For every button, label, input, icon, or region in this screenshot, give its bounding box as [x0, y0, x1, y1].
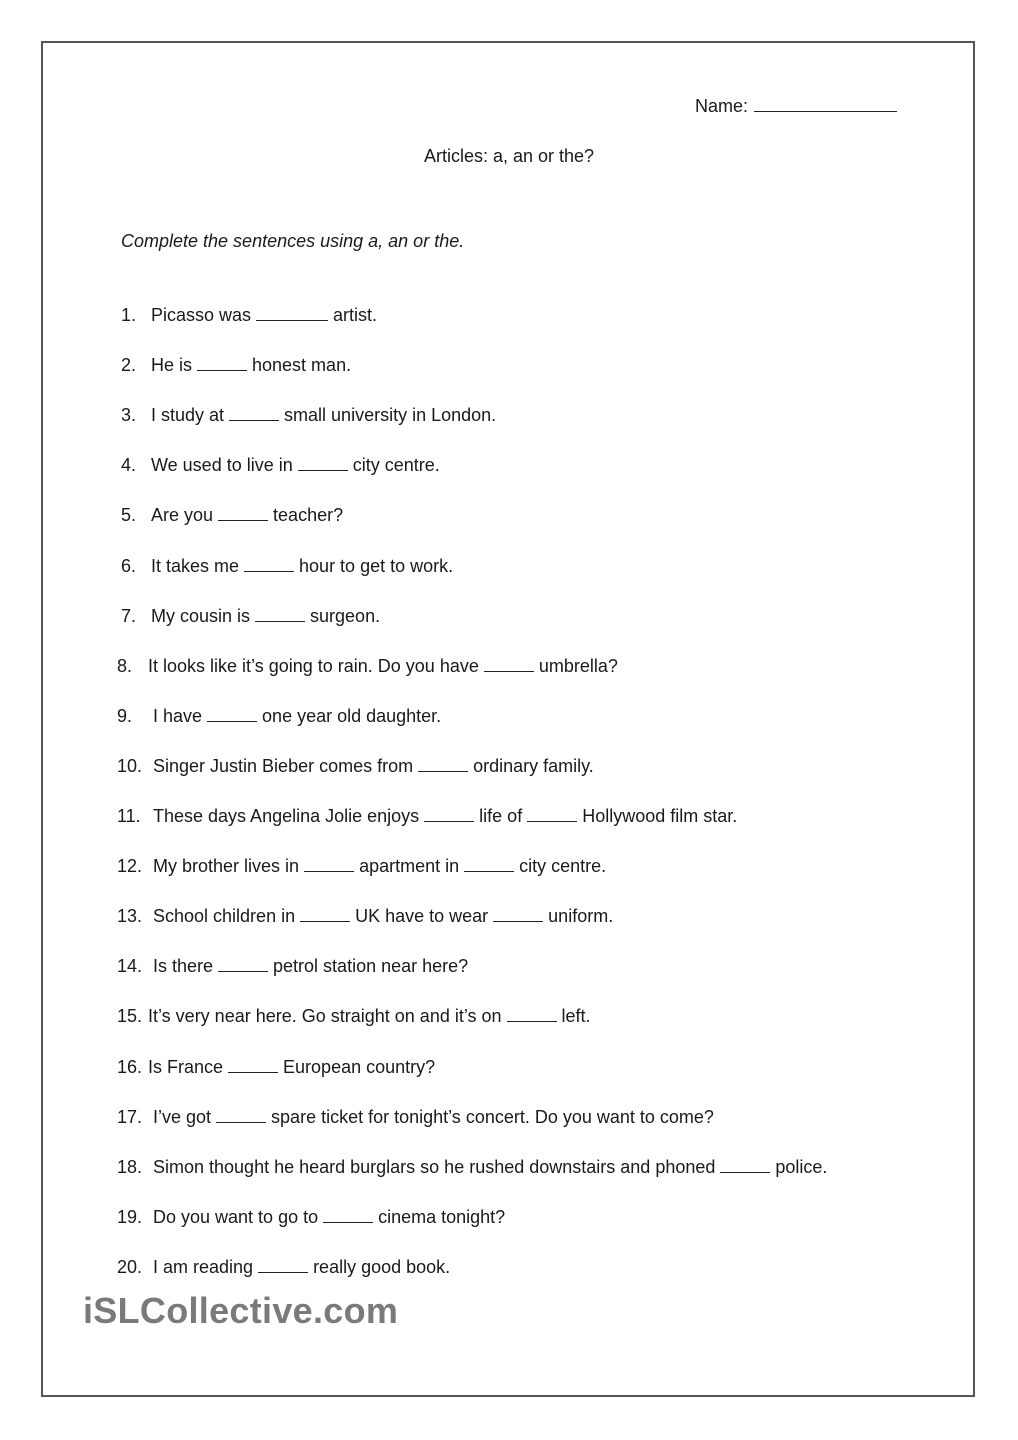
question-number: 14. — [117, 956, 143, 977]
question-text: surgeon. — [310, 605, 381, 626]
answer-blank[interactable] — [218, 505, 268, 521]
answer-blank[interactable] — [256, 305, 328, 321]
question-number: 20. — [117, 1256, 143, 1277]
question-text: police. — [775, 1156, 828, 1177]
question-number: 18. — [117, 1156, 143, 1177]
answer-blank[interactable] — [720, 1157, 770, 1173]
question-number: 11. — [117, 806, 141, 826]
answer-blank[interactable] — [255, 606, 305, 622]
question-text: life of — [479, 806, 523, 826]
question-item — [117, 706, 441, 727]
question-item — [121, 556, 453, 577]
answer-blank[interactable] — [464, 856, 514, 872]
question-item — [117, 1207, 505, 1228]
question-text: city centre. — [519, 856, 607, 877]
answer-blank[interactable] — [484, 656, 534, 672]
answer-blank[interactable] — [197, 355, 247, 371]
question-text: city centre. — [352, 455, 440, 476]
question-text: Simon thought he heard burglars so he rushed downstairs and phoned — [153, 1156, 716, 1177]
question-text: left. — [561, 1006, 591, 1027]
question-number: 2. — [121, 355, 137, 376]
question-text: umbrella? — [538, 655, 618, 676]
question-text: small university in London. — [284, 405, 497, 426]
question-text: My brother lives in — [153, 856, 300, 877]
answer-blank[interactable] — [304, 856, 354, 872]
answer-blank[interactable] — [207, 706, 257, 722]
question-item — [117, 806, 737, 827]
question-number: 10. — [117, 755, 143, 776]
question-text: Is France — [148, 1056, 224, 1077]
question-text: It takes me — [151, 555, 240, 576]
question-item — [117, 906, 613, 927]
question-number: 4. — [121, 455, 137, 476]
question-text: cinema tonight? — [378, 1206, 506, 1227]
question-item — [117, 1107, 714, 1128]
question-number: 5. — [121, 505, 137, 526]
question-item — [117, 856, 606, 877]
answer-blank[interactable] — [216, 1107, 266, 1123]
worksheet-title — [0, 146, 1018, 167]
question-text: one year old daughter. — [262, 705, 442, 726]
question-item — [117, 956, 468, 977]
question-number: 15. — [117, 1006, 143, 1027]
question-text: artist. — [333, 305, 378, 325]
instruction-text: Complete the sentences using a, an or the. — [121, 231, 465, 251]
answer-blank[interactable] — [527, 806, 577, 822]
answer-blank[interactable] — [244, 556, 294, 572]
question-text: He is — [151, 355, 193, 376]
question-text: These days Angelina Jolie enjoys — [153, 806, 420, 826]
question-item — [117, 1057, 435, 1078]
question-text: Hollywood film star. — [582, 806, 738, 826]
answer-blank[interactable] — [298, 455, 348, 471]
answer-blank[interactable] — [228, 1057, 278, 1073]
question-text: really good book. — [313, 1256, 451, 1277]
name-field — [695, 95, 897, 117]
question-item — [121, 305, 377, 326]
question-text: Picasso was — [151, 305, 252, 325]
question-number: 19. — [117, 1206, 143, 1227]
question-text: We used to live in — [151, 455, 293, 476]
question-item — [121, 606, 380, 627]
answer-blank[interactable] — [424, 806, 474, 822]
question-item — [117, 656, 618, 677]
question-text: It looks like it’s going to rain. Do you have — [148, 655, 479, 676]
question-text: I’ve got — [153, 1106, 212, 1127]
answer-blank[interactable] — [258, 1257, 308, 1273]
question-item — [117, 1257, 450, 1278]
question-number: 8. — [117, 655, 133, 676]
question-text: My cousin is — [151, 605, 251, 626]
question-item — [121, 405, 496, 426]
question-item — [117, 1006, 591, 1027]
question-text: I study at — [151, 405, 225, 426]
question-item — [117, 756, 594, 777]
question-number: 1. — [121, 305, 137, 325]
question-text: honest man. — [252, 355, 352, 376]
question-text: Do you want to go to — [153, 1206, 319, 1227]
question-text: School children in — [153, 906, 296, 927]
question-text: It’s very near here. Go straight on and it’s on — [148, 1006, 502, 1027]
question-text: apartment in — [359, 856, 460, 877]
question-text: ordinary family. — [473, 755, 594, 776]
answer-blank[interactable] — [507, 1006, 557, 1022]
question-number: 3. — [121, 405, 137, 426]
title-text: Articles: a, an or the? — [423, 146, 595, 166]
question-item — [117, 1157, 827, 1178]
question-number: 7. — [121, 605, 137, 626]
question-text: teacher? — [273, 505, 344, 526]
question-number: 13. — [117, 906, 143, 927]
question-text: Are you — [151, 505, 214, 526]
question-text: uniform. — [548, 906, 614, 927]
answer-blank[interactable] — [300, 906, 350, 922]
answer-blank[interactable] — [493, 906, 543, 922]
question-text: Is there — [153, 956, 214, 977]
answer-blank[interactable] — [418, 756, 468, 772]
name-blank[interactable] — [754, 95, 897, 112]
question-number: 6. — [121, 555, 137, 576]
question-number: 16. — [117, 1056, 143, 1077]
question-text: Singer Justin Bieber comes from — [153, 755, 414, 776]
question-item — [121, 355, 351, 376]
question-text: I am reading — [153, 1256, 254, 1277]
question-text: petrol station near here? — [273, 956, 469, 977]
question-item — [121, 455, 440, 476]
question-item — [121, 505, 343, 526]
question-text: spare ticket for tonight’s concert. Do you want to come? — [271, 1106, 714, 1127]
name-label: Name: — [695, 96, 749, 116]
question-text: UK have to wear — [355, 906, 489, 927]
question-number: 9. — [117, 705, 133, 726]
question-text: European country? — [283, 1056, 436, 1077]
question-number: 12. — [117, 856, 143, 877]
question-text: I have — [153, 705, 203, 726]
answer-blank[interactable] — [218, 956, 268, 972]
question-number: 17. — [117, 1106, 143, 1127]
answer-blank[interactable] — [229, 405, 279, 421]
answer-blank[interactable] — [323, 1207, 373, 1223]
question-text: hour to get to work. — [299, 555, 454, 576]
watermark-logo: iSLCollective.com — [83, 1290, 399, 1331]
